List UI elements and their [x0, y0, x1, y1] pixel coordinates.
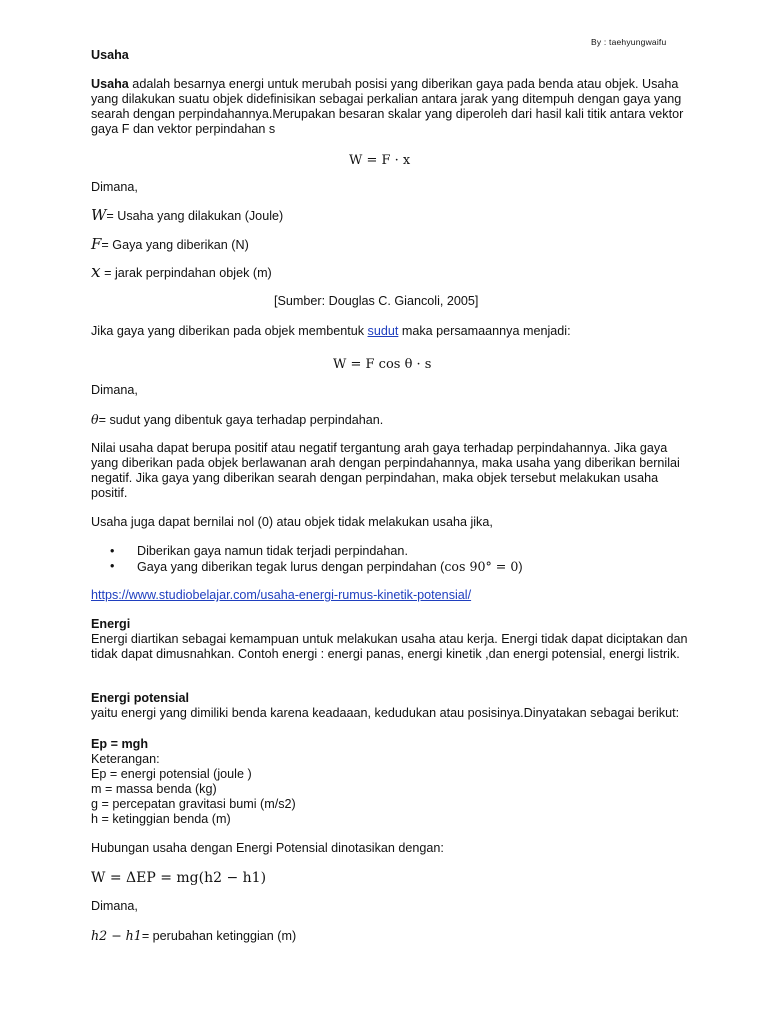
usaha-intro-paragraph: [91, 77, 691, 137]
sudut-link[interactable]: sudut: [367, 324, 399, 338]
def-theta-text: = sudut yang dibentuk gaya terhadap perpindahan.: [98, 413, 384, 427]
def-f: [91, 237, 249, 253]
def-height-change-text: = perubahan ketinggian (m): [141, 929, 297, 943]
keterangan-h: h = ketinggian benda (m): [91, 812, 231, 826]
keterangan-label: Keterangan:: [91, 752, 160, 766]
zero-work-list: [110, 544, 523, 575]
formula-work-potential-text: W = ΔEP = mg(h2 − h1): [91, 870, 267, 886]
dimana-label-1: Dimana,: [91, 180, 138, 194]
keterangan-m: m = massa benda (kg): [91, 782, 217, 796]
dimana-label-3: Dimana,: [91, 899, 138, 913]
list-item: [110, 544, 523, 559]
angle-sentence: [91, 324, 571, 339]
formula-work-angle: [333, 357, 431, 372]
formula-work-basic: [349, 153, 410, 168]
def-w: [91, 208, 283, 224]
section-title-energi-potensial: Energi potensial: [91, 691, 189, 705]
angle-after: maka persamaannya menjadi:: [398, 324, 571, 338]
relation-sentence: Hubungan usaha dengan Energi Potensial dinotasikan dengan:: [91, 841, 444, 855]
def-f-text: = Gaya yang diberikan (N): [101, 238, 249, 252]
bullet-close: ): [518, 560, 523, 574]
bullet-dot: •: [110, 559, 115, 573]
energi-description: Energi diartikan sebagai kemampuan untuk melakukan usaha atau kerja. Energi tidak dapat diciptakan dan tidak dapat dimusnahkan. Contoh energi : energi panas, energi kinetik ,dan energi potensial, energi listrik.: [91, 632, 688, 661]
symbol-height-change: h2 − h1: [91, 928, 142, 943]
usaha-intro-text: adalah besarnya energi untuk merubah posisi yang diberikan gaya pada benda atau objek. Usaha yang dilakukan suatu objek didefinisikan sebagai perkalian antara jarak yang ditempuh dengan gaya yang searah dengan perpindahannya.Merupakan besaran skalar yang diperoleh dari hasil kali titik antara vektor gaya F dan vektor perpindahan s: [91, 77, 684, 136]
angle-before: Jika gaya yang diberikan pada objek membentuk: [91, 324, 368, 338]
def-height-change: [91, 928, 296, 944]
symbol-theta: θ: [91, 412, 99, 427]
symbol-f: F: [91, 235, 102, 253]
section-title-energi: Energi: [91, 617, 131, 631]
symbol-w: W: [91, 206, 107, 224]
formula-work-angle-text: W = F cos θ · s: [333, 357, 432, 372]
usaha-term: Usaha: [91, 77, 129, 91]
symbol-x: x: [91, 262, 101, 282]
def-w-text: = Usaha yang dilakukan (Joule): [106, 209, 284, 223]
sign-paragraph: Nilai usaha dapat berupa positif atau negatif tergantung arah gaya terhadap perpindahannya. Jika gaya yang diberikan pada objek berlawanan arah dengan perpindahannya, maka usaha yang diberikan bernilai negatif. Jika gaya yang diberikan searah dengan perpindahan, maka objek tersebut melakukan usaha positif.: [91, 441, 680, 500]
source-citation: [Sumber: Douglas C. Giancoli, 2005]: [274, 294, 479, 308]
formula-work-potential: [91, 870, 266, 886]
reference-url-link[interactable]: https://www.studiobelajar.com/usaha-energi-rumus-kinetik-potensial/: [91, 588, 472, 602]
formula-work-basic-text: W = F · x: [349, 153, 411, 168]
def-theta: [91, 412, 383, 428]
energi-potensial-description: yaitu energi yang dimiliki benda karena keadaaan, kedudukan atau posisinya.Dinyatakan sebagai berikut:: [91, 706, 680, 720]
reference-link-line: [91, 588, 471, 603]
dimana-label-2: Dimana,: [91, 383, 138, 397]
bullet-dot: •: [110, 544, 115, 558]
keterangan-g: g = percepatan gravitasi bumi (m/s2): [91, 797, 296, 811]
section-title-usaha: Usaha: [91, 48, 129, 62]
list-item: [110, 559, 523, 575]
keterangan-ep: Ep = energi potensial (joule ): [91, 767, 252, 781]
author-credit: By : taehyungwaifu: [591, 37, 667, 47]
def-x-text: = jarak perpindahan objek (m): [100, 266, 272, 280]
bullet-math: cos 90° = 0: [444, 559, 519, 574]
bullet-text: Gaya yang diberikan tegak lurus dengan perpindahan (: [137, 560, 445, 574]
bullet-text: Diberikan gaya namun tidak terjadi perpindahan.: [137, 544, 408, 558]
def-x: [91, 262, 272, 282]
formula-ep: Ep = mgh: [91, 737, 149, 751]
zero-work-intro: Usaha juga dapat bernilai nol (0) atau objek tidak melakukan usaha jika,: [91, 515, 493, 529]
